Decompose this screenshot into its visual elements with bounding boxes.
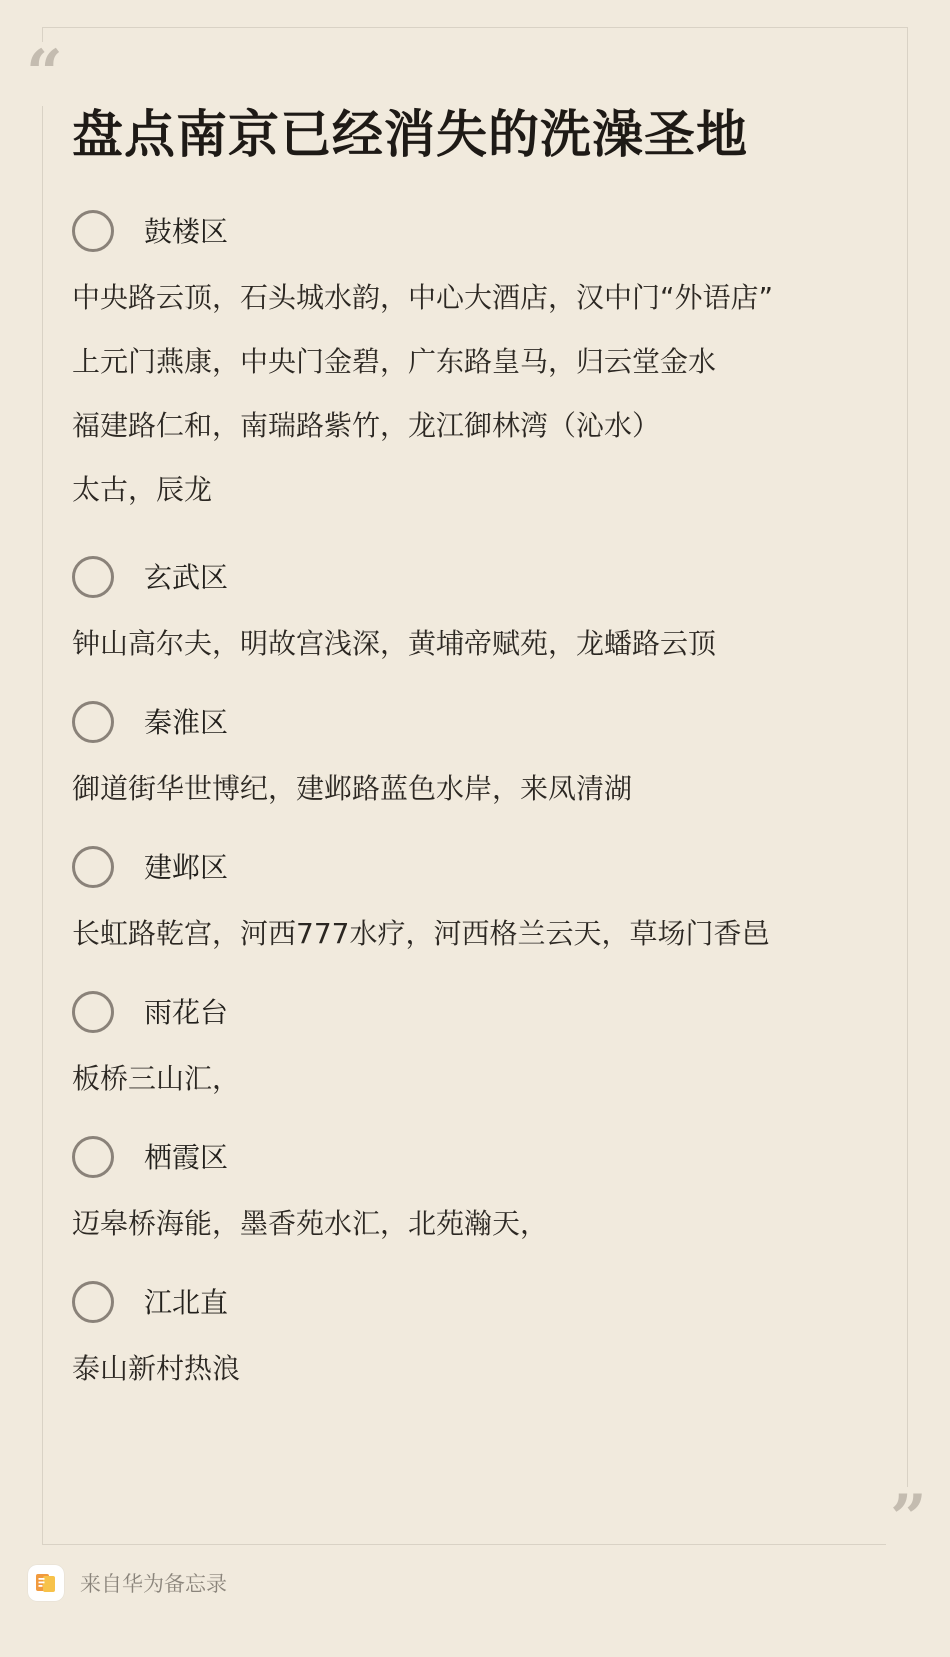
checklist-item (72, 1279, 892, 1333)
checkbox-circle-icon[interactable] (72, 210, 114, 252)
checkbox-circle-icon[interactable] (72, 1281, 114, 1323)
note-title: 盘点南京已经消失的洗澡圣地 (72, 106, 749, 165)
notepad-app-icon[interactable] (28, 1565, 64, 1601)
venue-line: 迈皋桥海能，墨香苑水汇，北苑瀚天， (72, 1207, 549, 1240)
checklist-item (72, 208, 892, 262)
footer-source-text: 来自华为备忘录 (80, 1572, 227, 1596)
district-heading: 江北直 (144, 1286, 229, 1319)
district-heading: 鼓楼区 (144, 215, 229, 248)
venue-line: 中央路云顶，石头城水韵，中心大酒店，汉中门“外语店” (72, 281, 774, 314)
district-section (72, 844, 892, 966)
checklist-item (72, 989, 892, 1043)
venue-line: 长虹路乾宫，河西777水疗，河西格兰云天，草场门香邑 (72, 917, 770, 950)
venue-line: 板桥三山汇， (72, 1062, 241, 1095)
district-heading: 秦淮区 (144, 706, 229, 739)
checklist-item (72, 699, 892, 753)
district-section (72, 1279, 892, 1401)
checkbox-circle-icon[interactable] (72, 846, 114, 888)
district-section (72, 699, 892, 821)
district-heading: 玄武区 (144, 561, 229, 594)
venue-line: 钟山高尔夫，明故宫浅深，黄埔帝赋苑，龙蟠路云顶 (72, 627, 717, 660)
venue-line: 泰山新村热浪 (72, 1352, 241, 1385)
district-section (72, 208, 892, 522)
district-section (72, 989, 892, 1111)
checklist-item (72, 554, 892, 608)
close-quote-icon: ” (886, 1487, 931, 1551)
district-heading: 栖霞区 (144, 1141, 229, 1174)
venue-line: 御道街华世博纪，建邺路蓝色水岸，来凤清湖 (72, 772, 633, 805)
venue-line: 太古，辰龙 (72, 473, 213, 506)
checklist-item (72, 1134, 892, 1188)
checklist-item (72, 844, 892, 898)
notepad-icon (34, 1571, 58, 1595)
checkbox-circle-icon[interactable] (72, 1136, 114, 1178)
district-heading: 建邺区 (144, 851, 229, 884)
district-section (72, 554, 892, 676)
checkbox-circle-icon[interactable] (72, 991, 114, 1033)
checkbox-circle-icon[interactable] (72, 556, 114, 598)
district-heading: 雨花台 (144, 996, 229, 1029)
venue-line: 上元门燕康，中央门金碧，广东路皇马，归云堂金水 (72, 345, 717, 378)
open-quote-icon: “ (22, 42, 67, 106)
district-section (72, 1134, 892, 1256)
venue-line: 福建路仁和，南瑞路紫竹，龙江御林湾（沁水） (72, 409, 661, 442)
checkbox-circle-icon[interactable] (72, 701, 114, 743)
